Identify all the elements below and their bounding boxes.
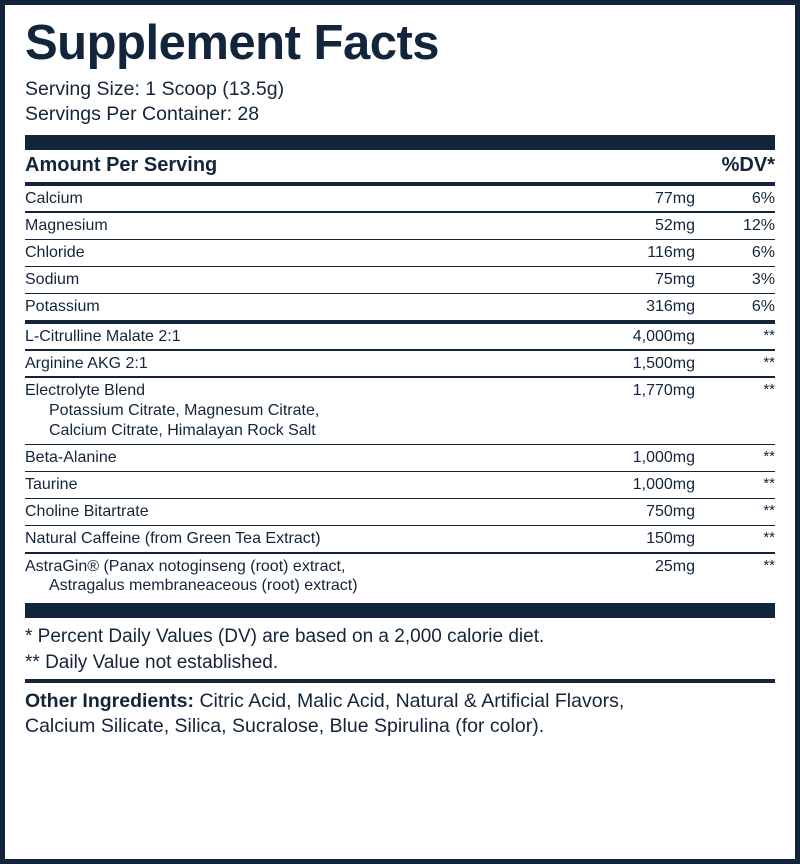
nutrient-name: Sodium — [25, 271, 80, 289]
nutrient-dv: 6% — [751, 189, 775, 207]
nutrient-name: L-Citrulline Malate 2:1 — [25, 327, 181, 345]
table-row — [25, 472, 775, 498]
nutrient-name: Calcium — [25, 189, 83, 207]
divider-thick-bottom — [25, 603, 775, 618]
nutrient-amount: 1,500mg — [632, 354, 695, 372]
nutrient-dv: ** — [763, 475, 775, 493]
nutrient-amount: 77mg — [654, 189, 695, 207]
nutrient-dv: 12% — [742, 216, 775, 234]
nutrient-amount: 116mg — [647, 244, 695, 262]
table-row — [25, 186, 775, 212]
divider-thick-top — [25, 135, 775, 150]
nutrient-dv: ** — [763, 556, 775, 574]
servings-per-container: Servings Per Container: 28 — [25, 102, 260, 125]
nutrient-name: Choline Bitartrate — [25, 503, 149, 521]
other-ingredients-line-2: Calcium Silicate, Silica, Sucralose, Blue Spirulina (for color). — [25, 715, 545, 738]
nutrient-amount: 1,000mg — [632, 476, 695, 494]
nutrient-amount: 25mg — [654, 557, 695, 575]
table-row — [25, 213, 775, 239]
table-row — [25, 324, 775, 350]
footnotes — [25, 618, 775, 678]
serving-size: Serving Size: 1 Scoop (13.5g) — [25, 77, 285, 100]
nutrient-name: Natural Caffeine (from Green Tea Extract) — [25, 530, 321, 548]
supplement-facts-body — [5, 5, 795, 750]
nutrient-amount: 1,770mg — [632, 382, 695, 400]
blend-sub-line: Astragalus membraneaceous (root) extract) — [49, 577, 358, 595]
table-row — [25, 499, 775, 525]
table-header — [25, 150, 775, 182]
nutrient-name: Electrolyte Blend — [25, 382, 146, 400]
nutrient-dv: ** — [763, 326, 775, 344]
nutrient-dv: 3% — [751, 271, 775, 289]
other-ingredients — [25, 683, 775, 740]
nutrient-name: Potassium — [25, 298, 100, 316]
nutrient-dv: 6% — [751, 244, 775, 262]
other-ingredients-line-1: Citric Acid, Malic Acid, Natural & Artificial Flavors, — [194, 689, 625, 712]
nutrient-amount: 750mg — [646, 503, 695, 521]
nutrient-name: Taurine — [25, 476, 78, 494]
nutrient-name: Magnesium — [25, 216, 108, 234]
nutrient-name: Beta-Alanine — [25, 449, 117, 467]
nutrient-dv: ** — [763, 448, 775, 466]
nutrient-name: AstraGin® (Panax notoginseng (root) extract, — [25, 557, 346, 575]
nutrient-dv: ** — [763, 502, 775, 520]
nutrient-dv: ** — [763, 353, 775, 371]
nutrient-dv: ** — [763, 529, 775, 547]
daily-value-header: %DV* — [721, 153, 775, 176]
other-ingredients-label: Other Ingredients: — [25, 689, 195, 712]
table-row — [25, 445, 775, 471]
table-row-astragin — [25, 554, 775, 600]
table-row — [25, 526, 775, 552]
nutrient-amount: 1,000mg — [632, 449, 695, 467]
table-row-electrolyte-blend — [25, 378, 775, 444]
blend-sub-line: Calcium Citrate, Himalayan Rock Salt — [49, 421, 316, 439]
amount-per-serving-header: Amount Per Serving — [25, 153, 218, 176]
footnote-daily-value-basis: * Percent Daily Values (DV) are based on a 2,000 calorie diet. — [25, 626, 545, 648]
nutrient-dv: ** — [763, 381, 775, 399]
nutrient-amount: 52mg — [654, 216, 695, 234]
nutrient-dv: 6% — [751, 298, 775, 316]
nutrient-amount: 316mg — [646, 298, 695, 316]
serving-info — [25, 77, 775, 127]
page-title: Supplement Facts — [25, 16, 440, 70]
table-row — [25, 351, 775, 377]
nutrient-amount: 4,000mg — [632, 327, 695, 345]
nutrient-amount: 150mg — [646, 530, 695, 548]
table-row — [25, 267, 775, 293]
table-row — [25, 294, 775, 320]
nutrient-name: Arginine AKG 2:1 — [25, 354, 148, 372]
blend-sub-line: Potassium Citrate, Magnesum Citrate, — [49, 401, 320, 419]
table-row — [25, 240, 775, 266]
nutrient-amount: 75mg — [654, 271, 695, 289]
nutrient-name: Chloride — [25, 244, 85, 262]
footnote-daily-value-not-established: ** Daily Value not established. — [25, 652, 279, 674]
